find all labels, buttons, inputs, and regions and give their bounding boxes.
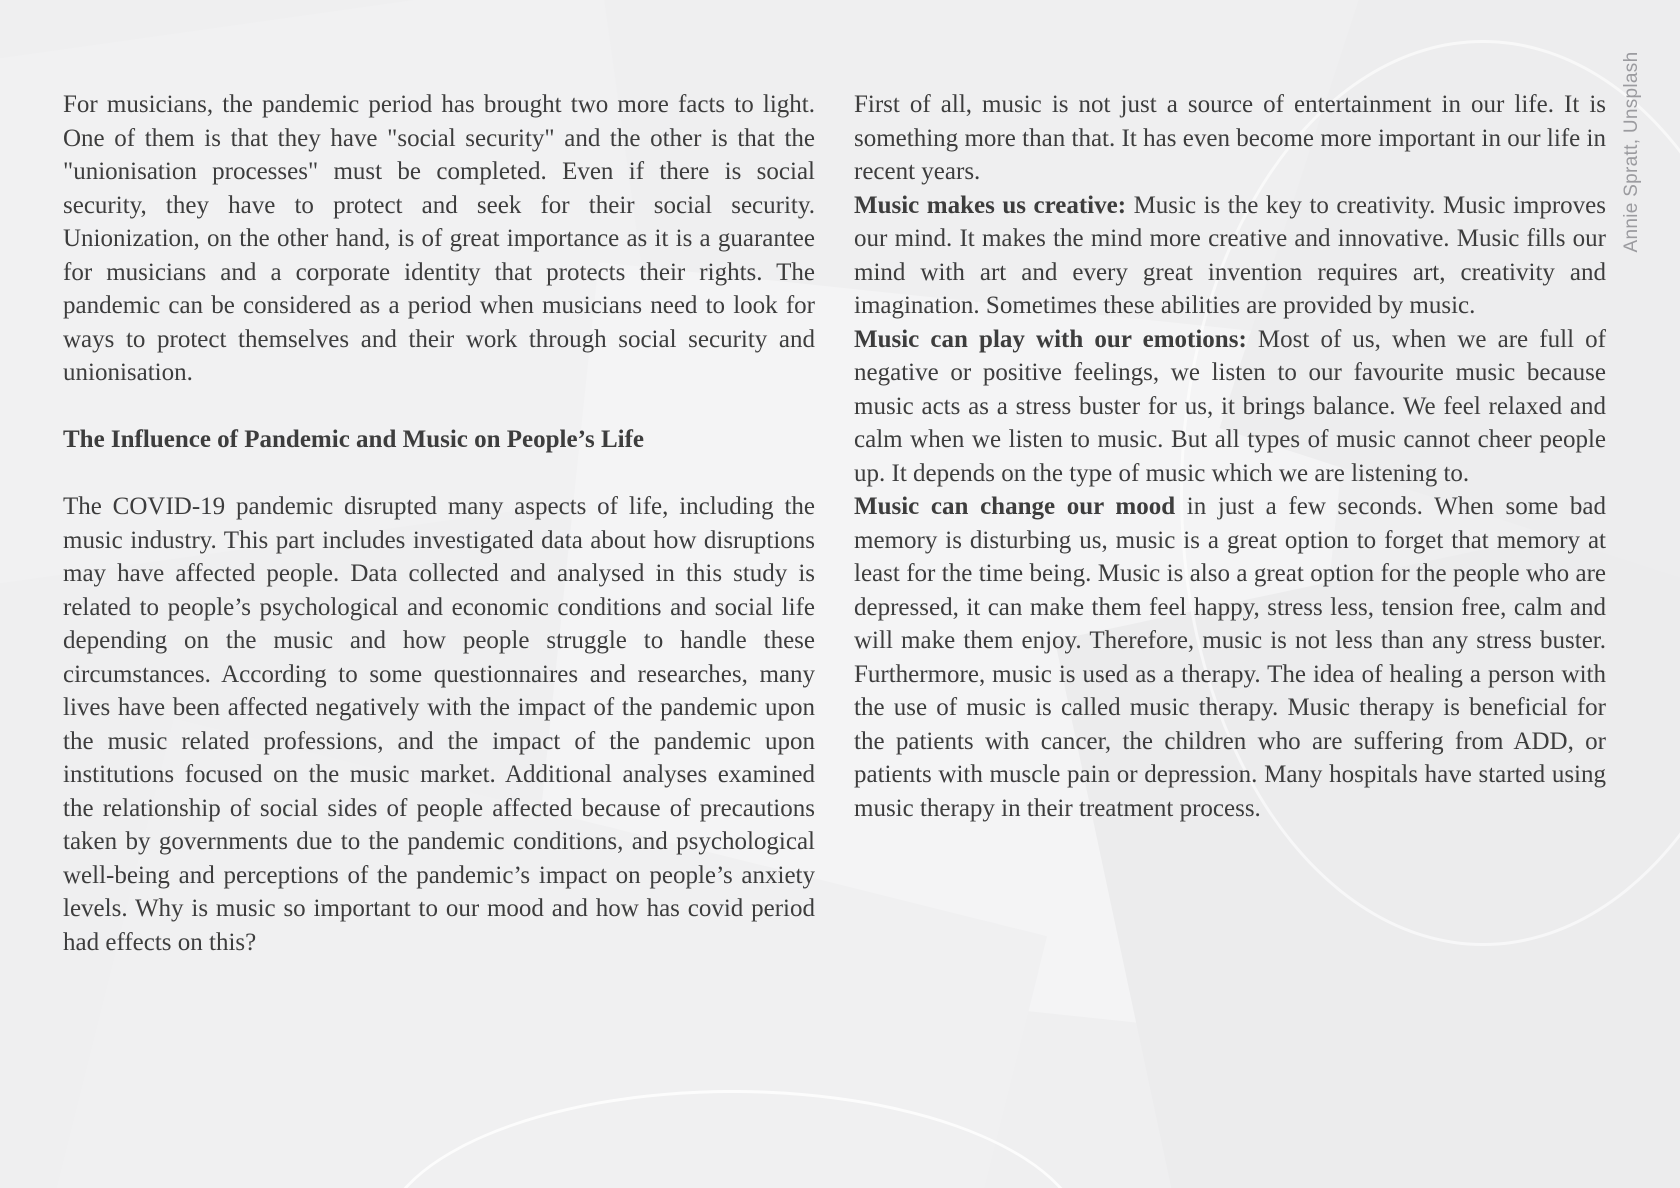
left-column xyxy=(63,88,815,959)
creative-paragraph xyxy=(854,189,1606,323)
body-paragraph: For musicians, the pandemic period has brought two more facts to light. One of them is that they have "social security" and the other is that the "unionisation processes" must be completed. Even if there is social security, they have to protect and seek for their social security. Unionization, on the other hand, is of great importance as it is a guarantee for musicians and a corporate identity that protects their rights. The pandemic can be considered as a period when musicians need to look for ways to protect themselves and their work through social security and unionisation. xyxy=(63,91,815,386)
paragraph-lead: Music can play with our emotions: xyxy=(854,325,1247,353)
paragraph-text: Most of us, when we are full of negative or positive feelings, we listen to our favourite music because music acts as a stress buster for us, it brings balance. We feel relaxed and calm when we listen to music. But all types of music cannot cheer people up. It depends on the type of music which we are listening to. xyxy=(854,325,1606,487)
section-heading: The Influence of Pandemic and Music on People’s Life xyxy=(63,426,645,453)
mood-paragraph xyxy=(854,490,1606,825)
right-column xyxy=(854,88,1606,825)
intro-paragraph: First of all, music is not just a source of entertainment in our life. It is something more than that. It has even become more important in our life in recent years. xyxy=(854,91,1606,185)
photo-credit: Annie Spratt, Unsplash xyxy=(1621,51,1642,253)
paragraph-lead: Music can change our mood xyxy=(854,493,1176,520)
paragraph-text: Music is the key to creativity. Music improves our mind. It makes the mind more creative and innovative. Music fills our mind with art and every great invention requires art, creativity and imagination. Sometimes these abilities are provided by music. xyxy=(854,191,1606,319)
body-paragraph: The COVID-19 pandemic disrupted many aspects of life, including the music industry. This part includes investigated data about how disruptions may have affected people. Data collected and analysed in this study is related to people’s psychological and economic conditions and social life depending on the music and how people struggle to handle these circumstances. According to some questionnaires and researches, many lives have been affected negatively with the impact of the pandemic upon the music related professions, and the impact of the pandemic upon institutions focused on the music market. Additional analyses examined the relationship of social sides of people affected because of precautions taken by governments due to the pandemic conditions, and psychological well-being and perceptions of the pandemic’s impact on people’s anxiety levels. Why is music so important to our mood and how has covid period had effects on this? xyxy=(63,493,815,956)
paragraph-lead: Music makes us creative: xyxy=(854,191,1127,219)
emotions-paragraph xyxy=(854,323,1606,491)
paragraph-text: in just a few seconds. When some bad memory is disturbing us, music is a great option to forget that memory at least for the time being. Music is also a great option for the people who are depressed, it can make them feel happy, stress less, tension free, calm and will make them enjoy. Therefore, music is not less than any stress buster. Furthermore, music is used as a therapy. The idea of healing a person with the use of music is called music therapy. Music therapy is beneficial for the patients with cancer, the children who are suffering from ADD, or patients with muscle pain or depression. Many hospitals have started using music therapy in their treatment process. xyxy=(854,493,1606,822)
